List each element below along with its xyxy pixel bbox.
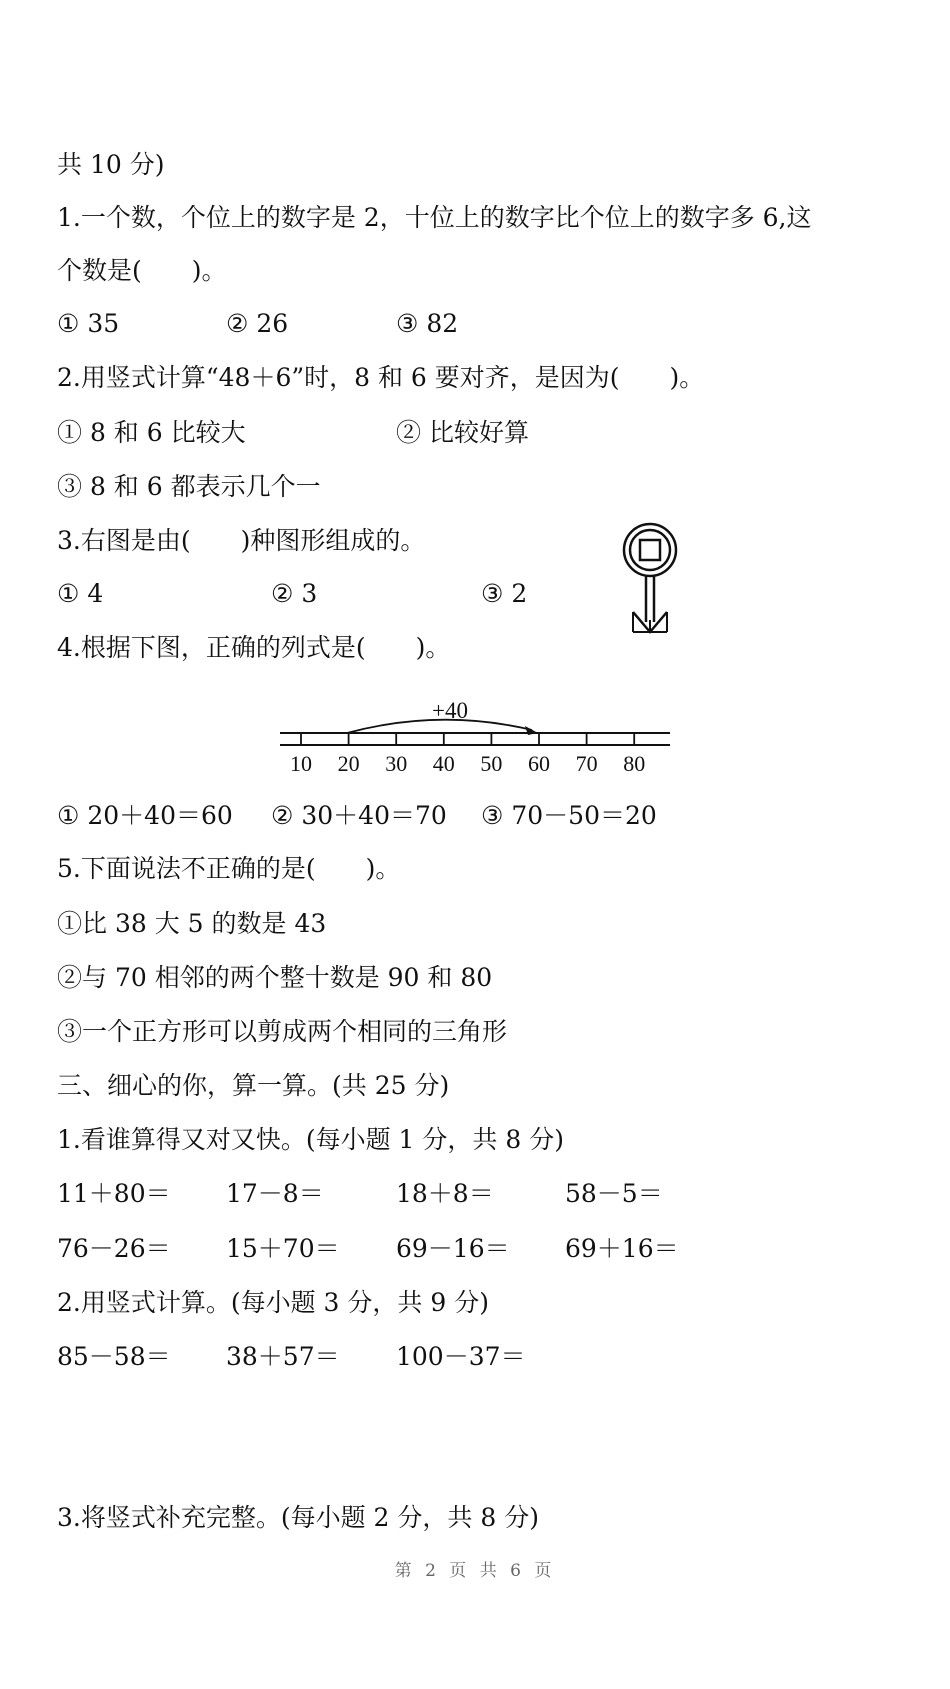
vertical-calc-item: 100－37＝ bbox=[396, 1342, 526, 1371]
q3-option-2: ② 3 bbox=[271, 579, 318, 608]
q1-option-1: ① 35 bbox=[57, 309, 120, 338]
section3-part2-title: 2.用竖式计算。(每小题 3 分，共 9 分) bbox=[57, 1288, 489, 1317]
q1-stem-line1: 1.一个数，个位上的数字是 2，十位上的数字比个位上的数字多 6,这 bbox=[57, 203, 812, 232]
q4-option-1: ① 20＋40＝60 bbox=[57, 801, 233, 830]
q1-option-2: ② 26 bbox=[226, 309, 289, 338]
vertical-calc-item: 85－58＝ bbox=[57, 1342, 171, 1371]
number-line-tick-label: 20 bbox=[337, 751, 360, 776]
key-figure-icon bbox=[615, 520, 685, 640]
section3-part3-title: 3.将竖式补充完整。(每小题 2 分，共 8 分) bbox=[57, 1503, 539, 1532]
calc-item: 18＋8＝ bbox=[396, 1179, 494, 1208]
q4-stem: 4.根据下图，正确的列式是( )。 bbox=[57, 633, 451, 662]
q3-option-1: ① 4 bbox=[57, 579, 104, 608]
number-line-tick-label: 80 bbox=[623, 751, 646, 776]
jump-label: +40 bbox=[432, 698, 468, 723]
q4-option-3: ③ 70－50＝20 bbox=[481, 801, 657, 830]
q4-option-2: ② 30＋40＝70 bbox=[271, 801, 447, 830]
number-line-tick-label: 60 bbox=[528, 751, 550, 776]
section3-part1-title: 1.看谁算得又对又快。(每小题 1 分，共 8 分) bbox=[57, 1125, 564, 1154]
q3-option-3: ③ 2 bbox=[481, 579, 528, 608]
q3-stem: 3.右图是由( )种图形组成的。 bbox=[57, 526, 426, 555]
q5-option-2: ②与 70 相邻的两个整十数是 90 和 80 bbox=[57, 963, 493, 992]
q5-option-3: ③一个正方形可以剪成两个相同的三角形 bbox=[57, 1017, 508, 1046]
calc-item: 69－16＝ bbox=[396, 1234, 510, 1263]
q5-option-1: ①比 38 大 5 的数是 43 bbox=[57, 909, 327, 938]
number-line-tick-label: 70 bbox=[575, 751, 598, 776]
calc-item: 17－8＝ bbox=[226, 1179, 324, 1208]
q5-stem: 5.下面说法不正确的是( )。 bbox=[57, 854, 401, 883]
q2-option-3: ③ 8 和 6 都表示几个一 bbox=[57, 472, 321, 501]
calc-item: 15＋70＝ bbox=[226, 1234, 340, 1263]
q1-stem-line2: 个数是( )。 bbox=[57, 256, 227, 285]
vertical-calc-item: 38＋57＝ bbox=[226, 1342, 340, 1371]
number-line-tick-label: 50 bbox=[480, 751, 503, 776]
q2-stem: 2.用竖式计算“48＋6”时，8 和 6 要对齐，是因为( )。 bbox=[57, 363, 705, 392]
section-header-fragment: 共 10 分) bbox=[57, 150, 165, 179]
calc-item: 58－5＝ bbox=[565, 1179, 663, 1208]
q1-option-3: ③ 82 bbox=[396, 309, 459, 338]
q2-option-2: ② 比较好算 bbox=[396, 418, 529, 447]
calc-item: 11＋80＝ bbox=[57, 1179, 171, 1208]
number-line-tick-label: 40 bbox=[432, 751, 455, 776]
number-line-tick-label: 30 bbox=[385, 751, 408, 776]
calc-item: 69＋16＝ bbox=[565, 1234, 679, 1263]
number-line bbox=[270, 690, 680, 780]
number-line-tick-label: 10 bbox=[290, 751, 312, 776]
section3-title: 三、细心的你，算一算。(共 25 分) bbox=[57, 1071, 450, 1100]
calc-item: 76－26＝ bbox=[57, 1234, 171, 1263]
page-footer: 第 2 页 共 6 页 bbox=[394, 1561, 556, 1581]
q2-option-1: ① 8 和 6 比较大 bbox=[57, 418, 246, 447]
